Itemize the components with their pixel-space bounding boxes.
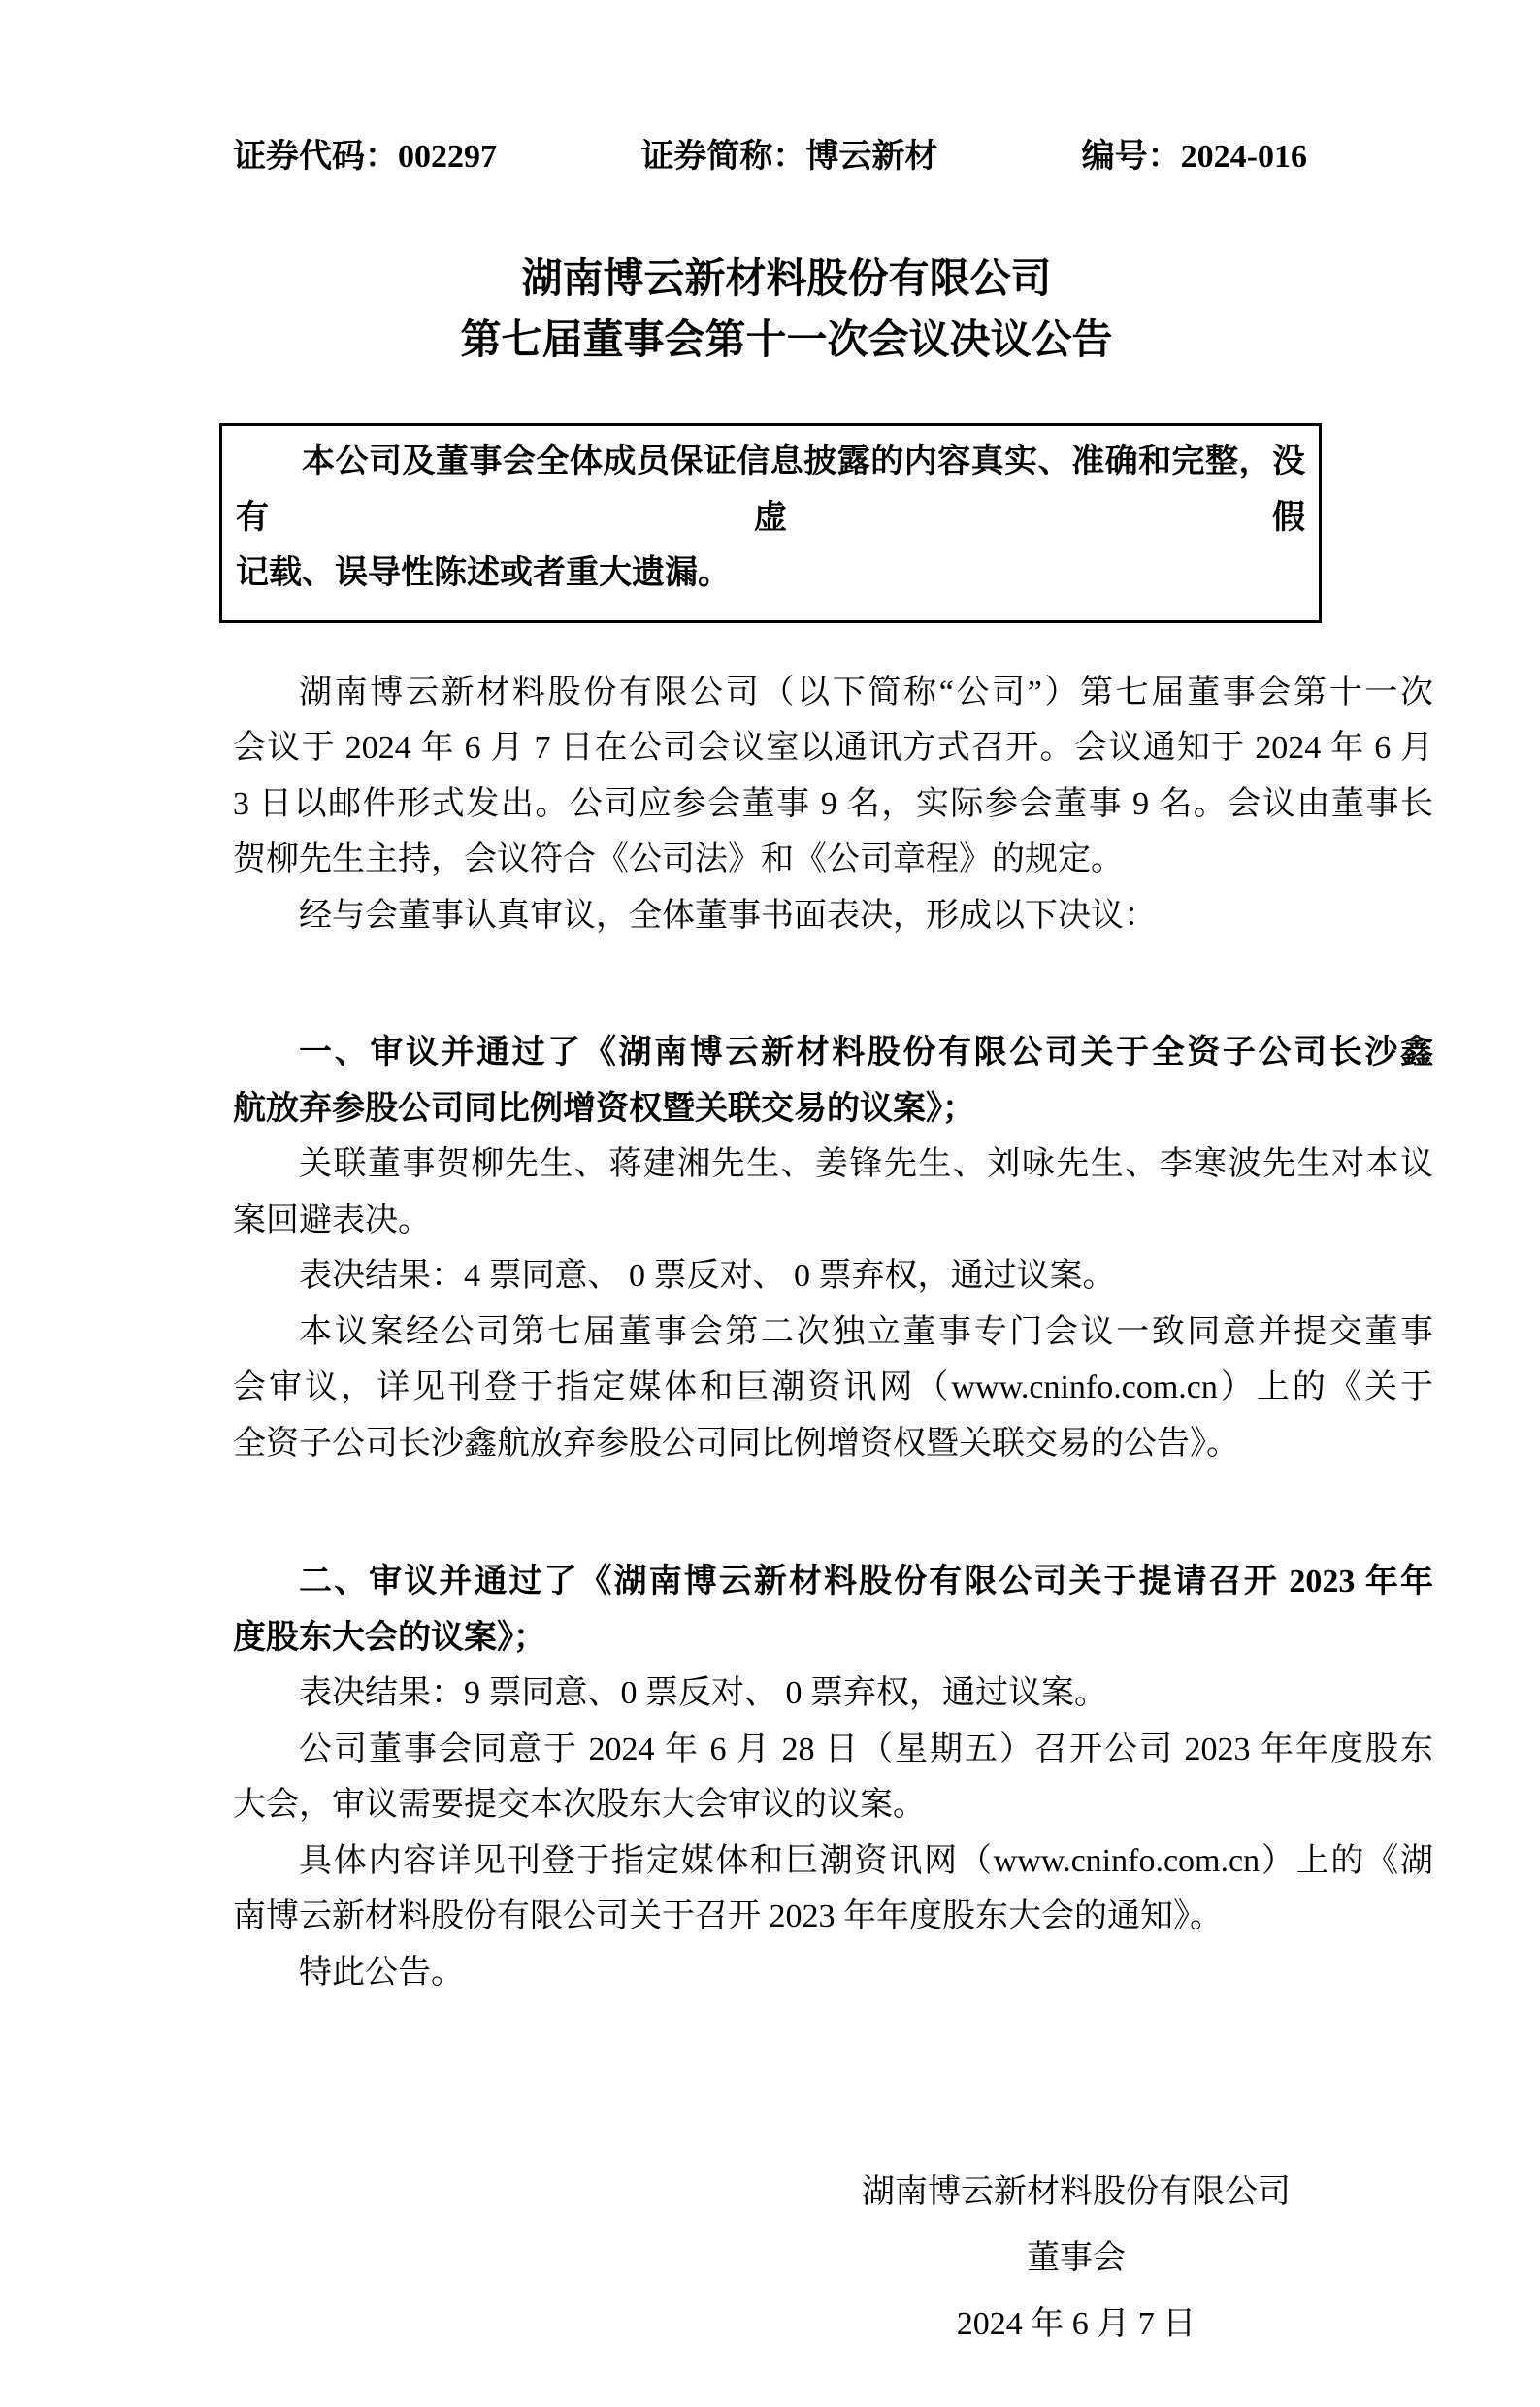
document-title xyxy=(186,249,1387,372)
disclaimer-box xyxy=(219,423,1322,623)
stock-code: 证券代码：002297 xyxy=(233,139,497,175)
item1-vote-result: 表决结果：4 票同意、 0 票反对、 0 票弃权，通过议案。 xyxy=(299,1258,1116,1294)
item1-heading-line: 航放弃参股公司同比例增资权暨关联交易的议案》； xyxy=(233,1090,975,1127)
announcement-number: 编号：2024-016 xyxy=(1081,139,1307,175)
paragraph-line: 3 日以邮件形式发出。公司应参会董事 9 名，实际参会董事 9 名。会议由董事长 xyxy=(233,785,1433,822)
signature-company: 湖南博云新材料股份有限公司 xyxy=(862,2174,1291,2210)
paragraph-line: 贺柳先生主持，会议符合《公司法》和《公司章程》的规定。 xyxy=(233,841,1124,877)
disclaimer-line: 记载、误导性陈述或者重大遗漏。 xyxy=(236,555,731,591)
item1-detail-line: 全资子公司长沙鑫航放弃参股公司同比例增资权暨关联交易的公告》。 xyxy=(233,1425,1239,1462)
item2-heading-line: 二、审议并通过了《湖南博云新材料股份有限公司关于提请召开 2023 年年 xyxy=(299,1564,1433,1599)
item2-vote-result: 表决结果：9 票同意、0 票反对、 0 票弃权，通过议案。 xyxy=(299,1675,1107,1711)
item1-heading-line: 一、审议并通过了《湖南博云新材料股份有限公司关于全资子公司长沙鑫 xyxy=(299,1035,1433,1071)
securities-header-row xyxy=(233,138,1307,177)
resolution-item-1 xyxy=(233,1025,1433,1471)
paragraph-line: 会议于 2024 年 6 月 7 日在公司会议室以通讯方式召开。会议通知于 2024 年 6 月 xyxy=(233,730,1433,766)
signature-board: 董事会 xyxy=(1027,2240,1126,2276)
item1-recusal-line: 案回避表决。 xyxy=(233,1202,431,1238)
item1-recusal-line: 关联董事贺柳先生、蒋建湘先生、姜锋先生、刘咏先生、李寒波先生对本议 xyxy=(299,1146,1433,1182)
disclaimer-line: 本公司及董事会全体成员保证信息披露的内容真实、准确和完整，没有虚假 xyxy=(236,444,1305,536)
item2-detail-line: 具体内容详见刊登于指定媒体和巨潮资讯网（www.cninfo.com.cn）上的《湖 xyxy=(299,1842,1433,1879)
title-company-line: 湖南博云新材料股份有限公司 xyxy=(521,257,1052,302)
page-content xyxy=(233,0,1433,2358)
item2-meeting-line: 大会，审议需要提交本次股东大会审议的议案。 xyxy=(233,1787,926,1823)
intro-paragraph xyxy=(233,665,1433,944)
signature-date: 2024 年 6 月 7 日 xyxy=(956,2306,1196,2342)
title-meeting-line: 第七届董事会第十一次会议决议公告 xyxy=(460,318,1113,363)
item2-heading-line: 度股东大会的议案》； xyxy=(233,1619,546,1656)
item2-detail-line: 南博云新材料股份有限公司关于召开 2023 年年度股东大会的通知》。 xyxy=(233,1898,1223,1934)
closing-line: 特此公告。 xyxy=(299,1954,464,1991)
paragraph-line: 湖南博云新材料股份有限公司（以下简称“公司”）第七届董事会第十一次 xyxy=(299,674,1433,710)
item2-meeting-line: 公司董事会同意于 2024 年 6 月 28 日（星期五）召开公司 2023 年年度股东 xyxy=(299,1731,1433,1767)
signature-block xyxy=(862,2160,1291,2358)
item1-detail-line: 本议案经公司第七届董事会第二次独立董事专门会议一致同意并提交董事 xyxy=(299,1313,1433,1350)
item1-detail-line: 会审议，详见刊登于指定媒体和巨潮资讯网（www.cninfo.com.cn）上的《关于 xyxy=(233,1369,1433,1405)
resolution-item-2 xyxy=(233,1554,1433,2000)
stock-short-name: 证券简称：博云新材 xyxy=(640,139,938,175)
resolution-note-line: 经与会董事认真审议，全体董事书面表决，形成以下决议： xyxy=(299,897,1157,934)
